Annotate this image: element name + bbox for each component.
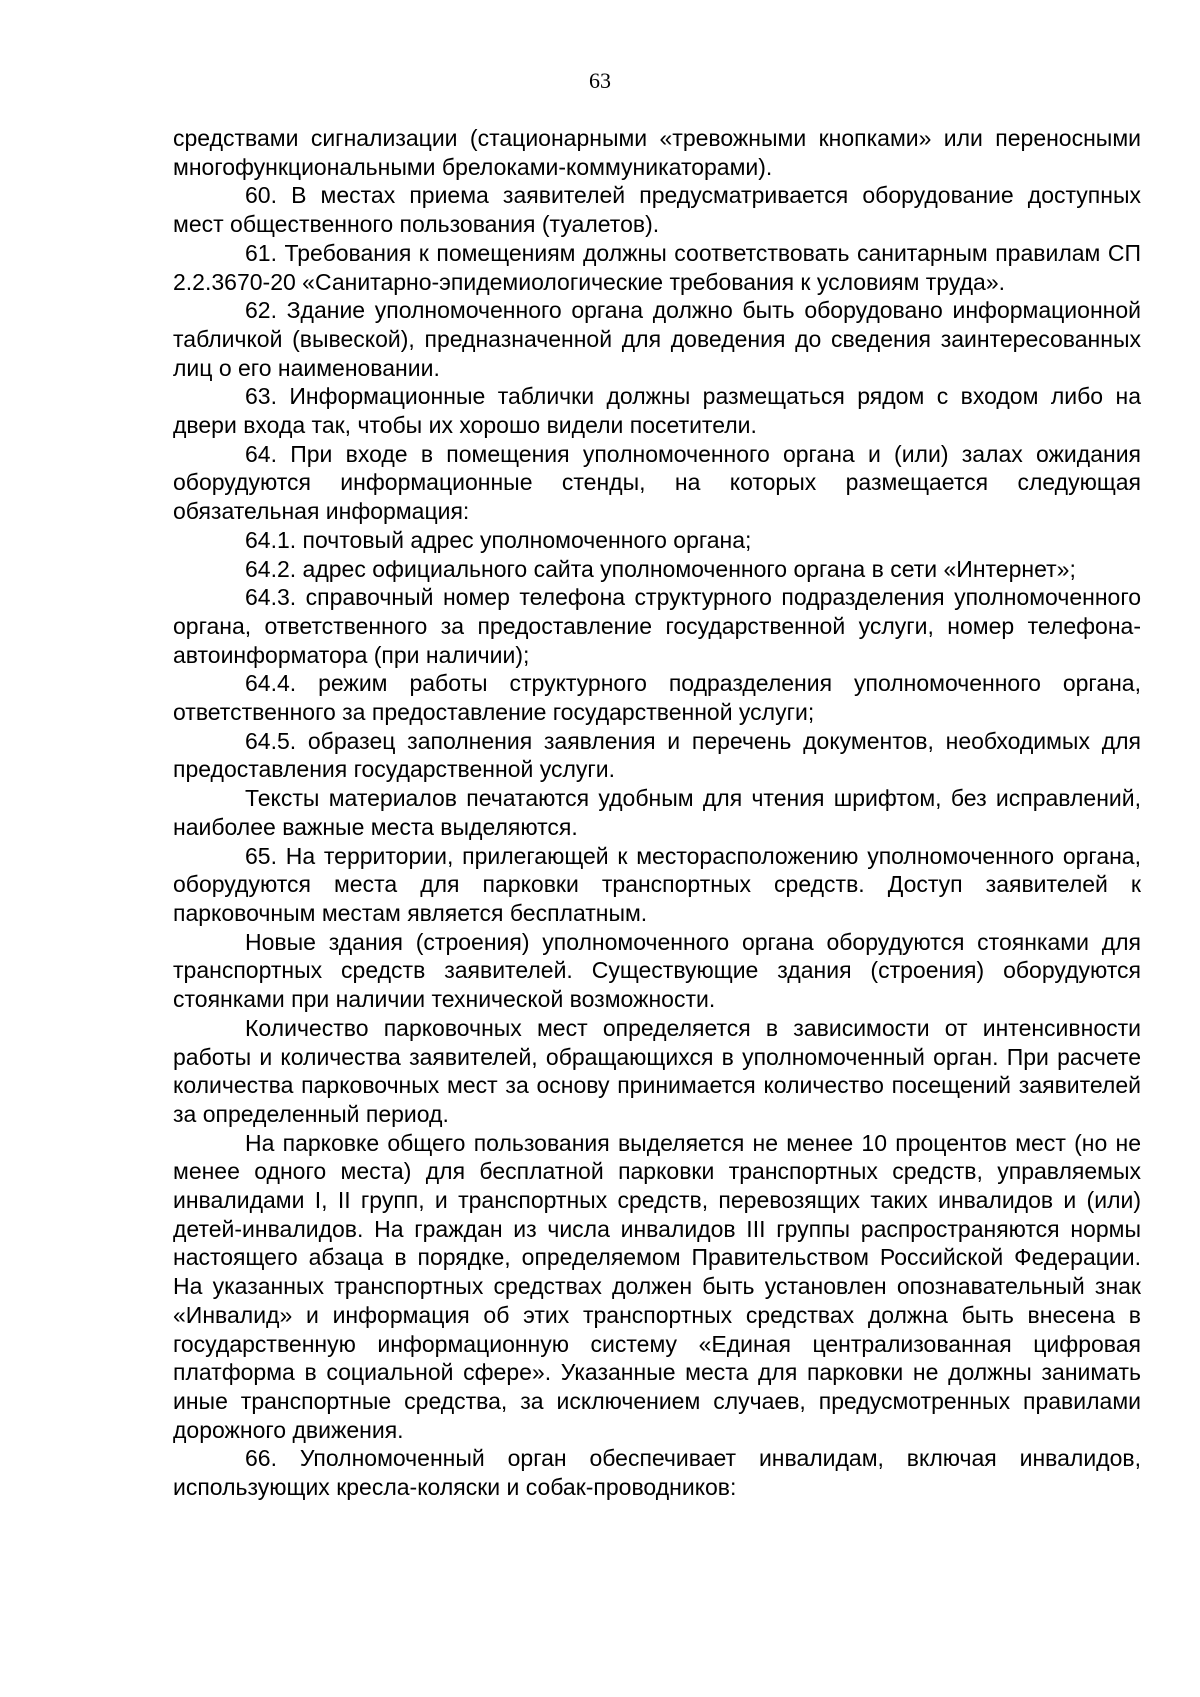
document-body: [173, 124, 1141, 1502]
paragraph-60: 60. В местах приема заявителей предусматривается оборудование доступных мест общественного пользования (туалетов).: [173, 182, 1141, 238]
paragraph-66: 66. Уполномоченный орган обеспечивает инвалидам, включая инвалидов, использующих кресла-коляски и собак-проводников:: [173, 1445, 1141, 1501]
paragraph-65: 65. На территории, прилегающей к месторасположению уполномоченного органа, оборудуются места для парковки транспортных средств. Доступ заявителей к парковочным местам является бесплатным.: [173, 842, 1141, 926]
paragraph-64-2: 64.2. адрес официального сайта уполномоченного органа в сети «Интернет»;: [245, 555, 1076, 582]
paragraph-continuation: средствами сигнализации (стационарными «тревожными кнопками» или переносными многофункциональными брелоками-коммуникаторами).: [173, 125, 1141, 180]
paragraph-64-4: 64.4. режим работы структурного подразделения уполномоченного органа, ответственного за предоставление государственной услуги;: [173, 670, 1141, 726]
paragraph-new-buildings: Новые здания (строения) уполномоченного органа оборудуются стоянками для транспортных средств заявителей. Существующие здания (строения) оборудуются стоянками при наличии технической возможности.: [173, 928, 1141, 1013]
paragraph-disabled-parking: На парковке общего пользования выделяется не менее 10 процентов мест (но не менее одного места) для бесплатной парковки транспортных средств, управляемых инвалидами I, II групп, и транспортных средств, перевозящих таких инвалидов и (или) детей-инвалидов. На граждан из числа инвалидов III группы распространяются нормы настоящего абзаца в порядке, определяемом Правительством Российской Федерации. На указанных транспортных средствах должен быть установлен опознавательный знак «Инвалид» и информация об этих транспортных средствах должна быть внесена в государственную информационную систему «Единая централизованная цифровая платформа в социальной сфере». Указанные места для парковки не должны занимать иные транспортные средства, за исключением случаев, предусмотренных правилами дорожного движения.: [173, 1129, 1141, 1443]
paragraph-64-1: 64.1. почтовый адрес уполномоченного органа;: [245, 526, 752, 553]
paragraph-63: 63. Информационные таблички должны размещаться рядом с входом либо на двери входа так, чтобы их хорошо видели посетители.: [173, 383, 1141, 439]
paragraph-64-3: 64.3. справочный номер телефона структурного подразделения уполномоченного органа, ответственного за предоставление государственной услуги, номер телефона-автоинформатора (при наличии);: [173, 584, 1141, 668]
paragraph-62: 62. Здание уполномоченного органа должно быть оборудовано информационной табличкой (вывеской), предназначенной для доведения до сведения заинтересованных лиц о его наименовании.: [173, 297, 1141, 381]
paragraph-64: 64. При входе в помещения уполномоченного органа и (или) залах ожидания оборудуются информационные стенды, на которых размещается следующая обязательная информация:: [173, 440, 1141, 525]
paragraph-64-5: 64.5. образец заполнения заявления и перечень документов, необходимых для предоставления государственной услуги.: [173, 727, 1141, 783]
paragraph-texts-materials: Тексты материалов печатаются удобным для чтения шрифтом, без исправлений, наиболее важные места выделяются.: [173, 785, 1141, 840]
page-number: 63: [589, 68, 611, 93]
paragraph-61: 61. Требования к помещениям должны соответствовать санитарным правилам СП 2.2.3670-20 «Санитарно-эпидемиологические требования к условиям труда».: [173, 239, 1141, 295]
paragraph-parking-count: Количество парковочных мест определяется в зависимости от интенсивности работы и количества заявителей, обращающихся в уполномоченный орган. При расчете количества парковочных мест за основу принимается количество посещений заявителей за определенный период.: [173, 1014, 1141, 1127]
